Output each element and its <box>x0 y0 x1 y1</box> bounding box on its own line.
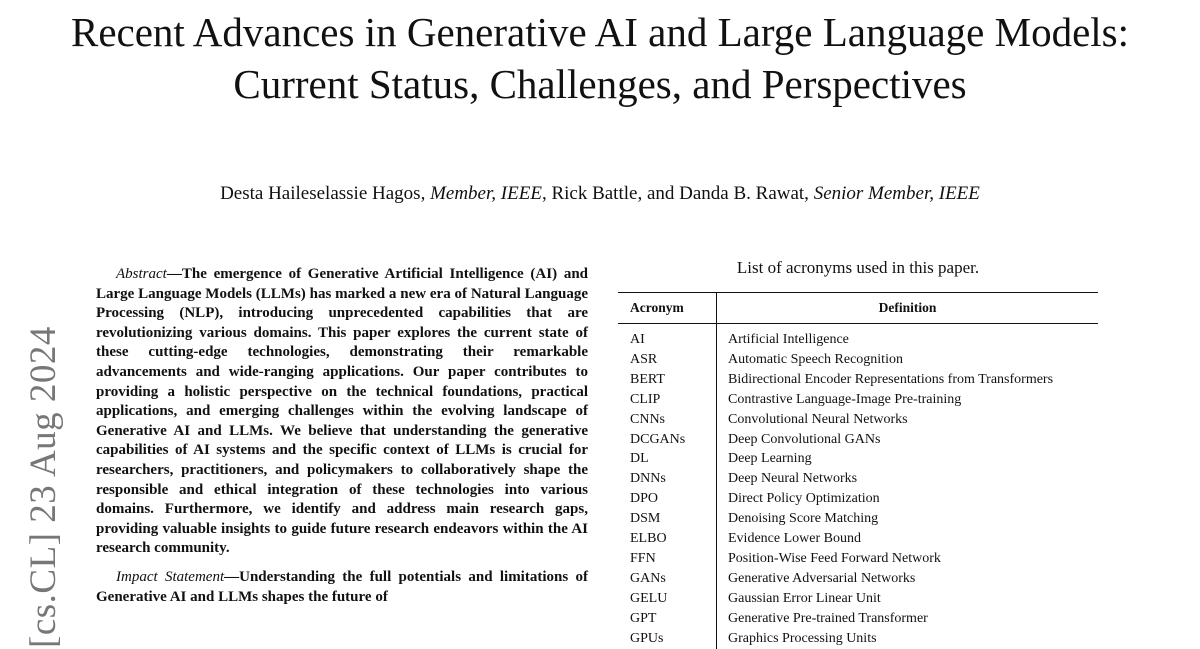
author-line <box>0 183 1200 205</box>
definition-cell: Evidence Lower Bound <box>728 531 861 547</box>
table-row <box>618 529 1098 549</box>
paper-title: Recent Advances in Generative AI and Large Language Models: Current Status, Challenges, and Perspectives <box>70 9 1130 107</box>
acronym-cell: DSM <box>618 509 717 529</box>
definition-cell: Denoising Score Matching <box>728 511 879 527</box>
table-row <box>618 469 1098 489</box>
header-acronym: Acronym <box>618 293 717 324</box>
abstract-text: —The emergence of Generative Artificial Intelligence (AI) and Large Language Models (LLMs) has marked a new era of Natural Language Processing (NLP), introducing unprecedented capabilities that are revolutionizing various domains. This paper explores the current state of these cutting-edge technologies, demonstrating their remarkable advancements and wide-ranging applications. Our paper contributes to providing a holistic perspective on the technical foundations, practical applications, and emerging challenges within the evolving landscape of Generative AI and LLMs. We believe that understanding the generative capabilities of AI systems and the specific context of LLMs is crucial for researchers, practitioners, and policymakers to collaboratively shape the responsible and ethical integration of these technologies into various domains. Furthermore, we identify and address main research gaps, providing valuable insights to guide future research endeavors within the AI research community. <box>96 266 588 557</box>
acronym-cell: GPUs <box>618 629 717 649</box>
definition-cell: Position-Wise Feed Forward Network <box>728 550 941 566</box>
definition-cell: Deep Neural Networks <box>728 471 858 487</box>
acronym-cell: ASR <box>618 350 717 370</box>
abstract-section <box>96 265 588 607</box>
definition-cell: Artificial Intelligence <box>728 332 849 347</box>
table-row <box>618 549 1098 569</box>
table-row <box>618 350 1098 370</box>
definition-cell: Deep Convolutional GANs <box>728 431 881 447</box>
table-caption: List of acronyms used in this paper. <box>736 258 980 277</box>
table-row <box>618 370 1098 390</box>
impact-text: —Understanding the full potentials and limitations of Generative AI and LLMs shapes the future of <box>96 568 588 605</box>
table-row <box>618 449 1098 469</box>
table-row <box>618 489 1098 509</box>
definition-cell: Deep Learning <box>728 451 812 467</box>
table-row <box>618 324 1098 350</box>
abstract-label: Abstract <box>116 266 167 282</box>
definition-cell: Bidirectional Encoder Representations from Transformers <box>728 371 1054 387</box>
table-row <box>618 430 1098 450</box>
impact-label: Impact Statement <box>116 568 225 585</box>
acronym-cell: CNNs <box>618 410 717 430</box>
acronym-cell: GELU <box>618 589 717 609</box>
definition-cell: Graphics Processing Units <box>728 630 877 646</box>
table-row <box>618 410 1098 430</box>
acronym-cell: FFN <box>618 549 717 569</box>
acronym-cell: DL <box>618 449 717 469</box>
table-row <box>618 589 1098 609</box>
definition-cell: Contrastive Language-Image Pre-training <box>728 391 962 407</box>
acronym-cell: DCGANs <box>618 430 717 450</box>
author-3-role: Senior Member, IEEE <box>813 183 980 204</box>
acronym-cell: ELBO <box>618 529 717 549</box>
acronym-cell: BERT <box>618 370 717 390</box>
table-row <box>618 609 1098 629</box>
definition-cell: Direct Policy Optimization <box>728 491 880 507</box>
acronym-cell: AI <box>618 324 717 350</box>
table-row <box>618 509 1098 529</box>
acronym-cell: CLIP <box>618 390 717 410</box>
impact-paragraph <box>96 568 588 607</box>
author-2-3: , Rick Battle, and Danda B. Rawat, <box>541 183 809 204</box>
table-header-row <box>618 293 1098 324</box>
acronym-cell: DNNs <box>618 469 717 489</box>
author-1: Desta Haileselassie Hagos, <box>220 183 426 204</box>
definition-cell: Generative Pre-trained Transformer <box>728 610 928 626</box>
definition-cell: Convolutional Neural Networks <box>728 411 908 427</box>
acronym-cell: GPT <box>618 609 717 629</box>
table-row <box>618 569 1098 589</box>
definition-cell: Generative Adversarial Networks <box>728 570 916 586</box>
arxiv-stamp: [cs.CL] 23 Aug 2024 <box>23 326 64 648</box>
abstract-paragraph <box>96 265 588 559</box>
table-row <box>618 390 1098 410</box>
table-row <box>618 629 1098 649</box>
acronym-cell: DPO <box>618 489 717 509</box>
definition-cell: Gaussian Error Linear Unit <box>728 590 881 606</box>
definition-cell: Automatic Speech Recognition <box>728 351 903 367</box>
acronym-cell: GANs <box>618 569 717 589</box>
author-1-role: Member, IEEE <box>430 183 542 204</box>
acronym-table <box>618 292 1098 649</box>
header-definition: Definition <box>717 293 1099 324</box>
